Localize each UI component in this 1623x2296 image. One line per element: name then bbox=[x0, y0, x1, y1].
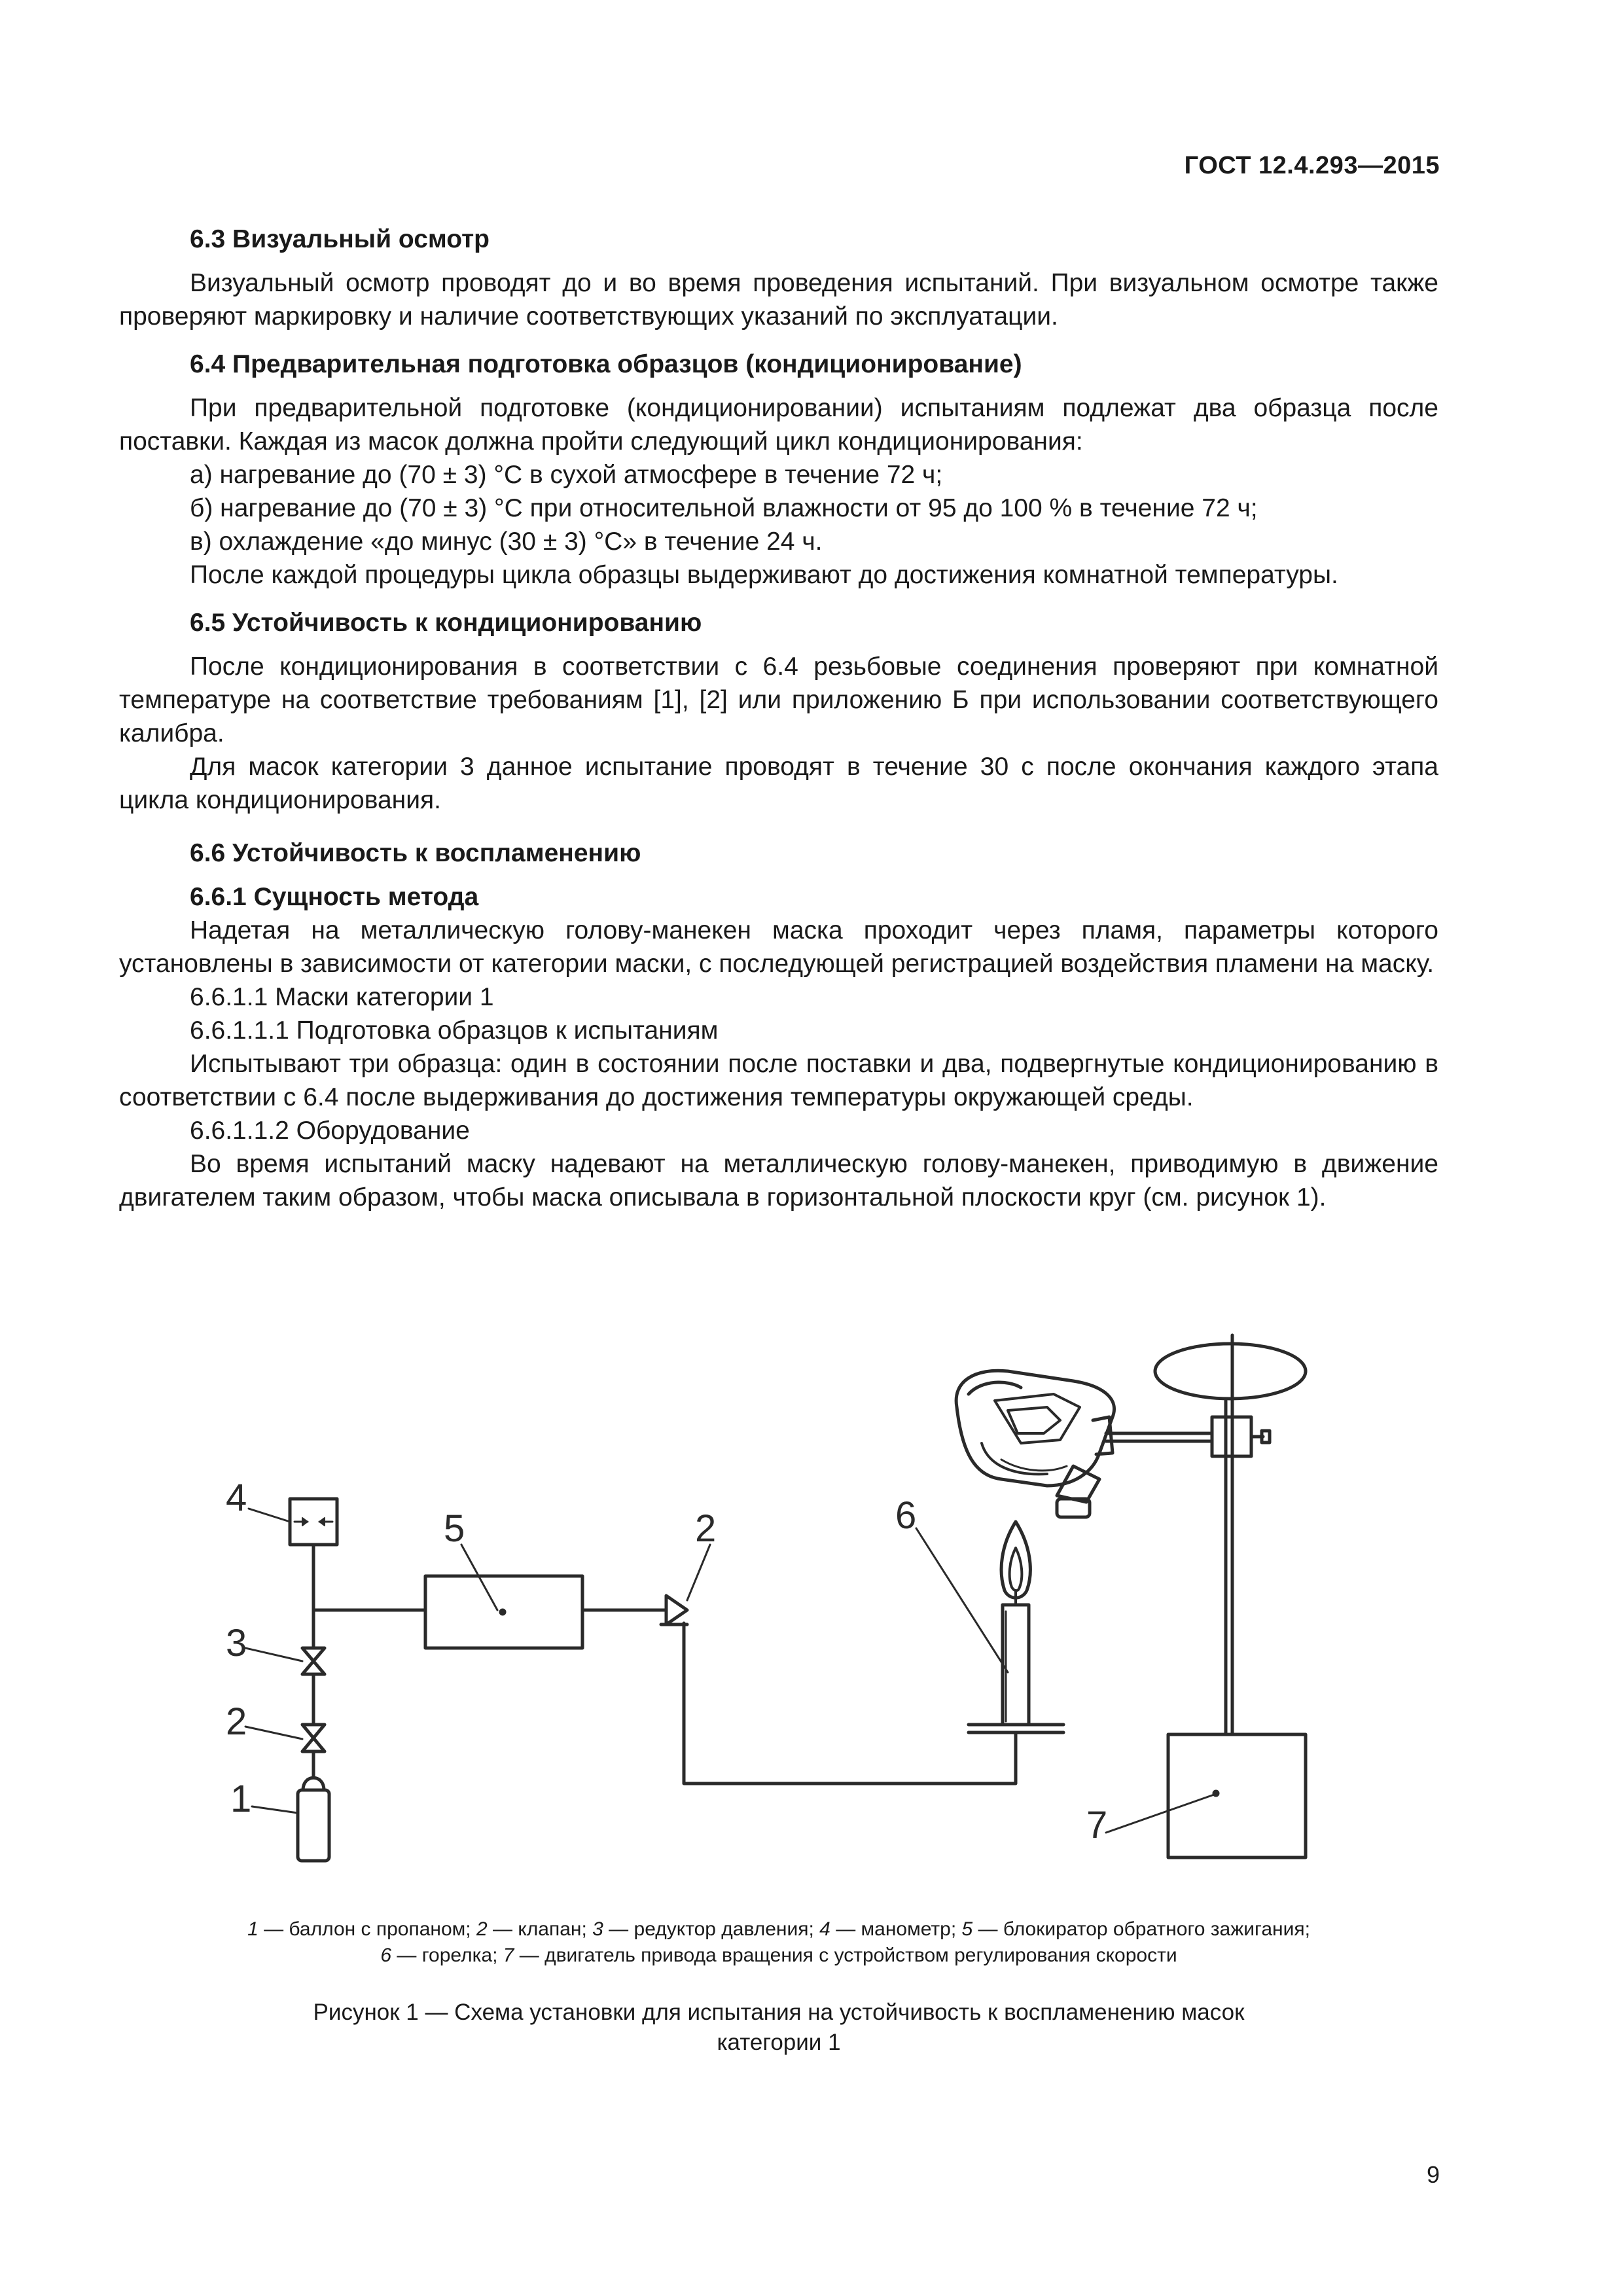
label-2-top: 2 bbox=[695, 1507, 717, 1550]
leader-6 bbox=[916, 1528, 1008, 1672]
flame bbox=[1001, 1522, 1030, 1598]
pipe-to-burner bbox=[684, 1623, 1016, 1784]
subsection-line: 6.6.1.1.2 Оборудование bbox=[190, 1117, 470, 1145]
legend-num: 5 bbox=[961, 1918, 973, 1940]
legend-text: — редуктор давления; bbox=[603, 1918, 820, 1940]
clamp-knob bbox=[1262, 1431, 1270, 1443]
legend-text: — горелка; bbox=[391, 1945, 503, 1966]
label-3: 3 bbox=[226, 1622, 247, 1664]
label-6: 6 bbox=[895, 1494, 917, 1537]
page-number: 9 bbox=[1426, 2161, 1440, 2188]
paragraph: При предварительной подготовке (кондиционировании) испытаниям подлежат два образца после поставки. Каждая из масок должна пройти следующий цикл кондиционирования: bbox=[119, 394, 1438, 456]
shutoff-valve bbox=[302, 1725, 325, 1751]
legend-text: — клапан; bbox=[487, 1918, 593, 1940]
list-item: б) нагревание до (70 ± 3) °С при относительной влажности от 95 до 100 % в течение 72 ч; bbox=[190, 494, 1258, 522]
figure-caption bbox=[119, 1998, 1438, 2058]
section-heading-6-4: 6.4 Предварительная подготовка образцов (кондиционирование) bbox=[190, 350, 1022, 378]
legend-num: 2 bbox=[476, 1918, 488, 1940]
leader-3 bbox=[245, 1648, 302, 1661]
legend-num: 1 bbox=[247, 1918, 259, 1940]
leader-2-top bbox=[687, 1545, 710, 1600]
legend-text: — блокиратор обратного зажигания; bbox=[972, 1918, 1310, 1940]
subsection-line: 6.6.1.1.1 Подготовка образцов к испытаниям bbox=[190, 1016, 719, 1045]
rotation-path-ellipse bbox=[1155, 1344, 1306, 1399]
list-item: в) охлаждение «до минус (30 ± 3) °С» в течение 24 ч. bbox=[190, 528, 823, 556]
subsection-line: 6.6.1.1 Маски категории 1 bbox=[190, 983, 494, 1011]
legend-line-2 bbox=[119, 1943, 1438, 1969]
leader-7 bbox=[1106, 1795, 1214, 1833]
leader-2-left bbox=[245, 1727, 302, 1739]
legend-line-1 bbox=[119, 1916, 1438, 1943]
legend-num: 7 bbox=[503, 1945, 514, 1966]
label-2-left: 2 bbox=[226, 1700, 247, 1743]
paragraph: Визуальный осмотр проводят до и во время проведения испытаний. При визуальном осмотре также проверяют маркировку и наличие соответствующих указаний по эксплуатации. bbox=[119, 269, 1438, 331]
section-heading-6-3: 6.3 Визуальный осмотр bbox=[190, 225, 490, 253]
section-heading-6-5: 6.5 Устойчивость к кондиционированию bbox=[190, 609, 702, 637]
legend-text: — манометр; bbox=[830, 1918, 962, 1940]
label-4: 4 bbox=[226, 1477, 247, 1519]
figure-legend bbox=[119, 1916, 1438, 1969]
burner bbox=[969, 1590, 1063, 1738]
legend-text: — двигатель привода вращения с устройством регулирования скорости bbox=[514, 1945, 1177, 1966]
paragraph: После каждой процедуры цикла образцы выдерживают до достижения комнатной температуры. bbox=[190, 561, 1338, 589]
leader-1 bbox=[252, 1806, 298, 1813]
legend-text: — баллон с пропаном; bbox=[258, 1918, 476, 1940]
label-7: 7 bbox=[1086, 1804, 1108, 1846]
propane-cylinder bbox=[298, 1767, 329, 1861]
legend-num: 4 bbox=[819, 1918, 830, 1940]
body-text bbox=[119, 223, 1438, 1214]
list-item: а) нагревание до (70 ± 3) °С в сухой атмосфере в течение 72 ч; bbox=[190, 461, 943, 489]
paragraph: Надетая на металлическую голову-манекен маска проходит через пламя, параметры которого установлены в зависимости от категории маски, с последующей регистрацией воздействия пламени на маску. bbox=[119, 916, 1438, 978]
section-heading-6-6-1: 6.6.1 Сущность метода bbox=[190, 883, 479, 911]
paragraph: После кондиционирования в соответствии с 6.4 резьбовые соединения проверяют при комнатной температуре на соответствие требованиям [1], [2] или приложению Б при использовании соответствующего калибра. bbox=[119, 653, 1438, 747]
paragraph: Испытывают три образца: один в состоянии после поставки и два, подвергнутые кондиционированию в соответствии с 6.4 после выдерживания до достижения температуры окружающей среды. bbox=[119, 1050, 1438, 1111]
document-code: ГОСТ 12.4.293—2015 bbox=[1184, 152, 1440, 179]
mannequin-head-with-mask bbox=[956, 1371, 1114, 1517]
caption-line-1: Рисунок 1 — Схема установки для испытания на устойчивость к воспламенению масок bbox=[313, 2000, 1245, 2025]
angle-valve bbox=[666, 1596, 687, 1624]
pressure-reducer-valve bbox=[302, 1648, 325, 1674]
section-heading-6-6: 6.6 Устойчивость к воспламенению bbox=[190, 839, 641, 867]
figure-1-diagram bbox=[0, 1302, 1623, 1957]
rotation-drive-motor bbox=[1168, 1734, 1306, 1857]
legend-num: 6 bbox=[380, 1945, 392, 1966]
label-5: 5 bbox=[444, 1507, 465, 1550]
leader-4 bbox=[249, 1509, 290, 1522]
paragraph: Во время испытаний маску надевают на металлическую голову-манекен, приводимую в движение двигателем таким образом, чтобы маска описывала в горизонтальной плоскости круг (см. рисунок 1). bbox=[119, 1150, 1438, 1211]
legend-num: 3 bbox=[592, 1918, 603, 1940]
caption-line-2: категории 1 bbox=[717, 2030, 841, 2055]
label-1: 1 bbox=[230, 1778, 252, 1820]
paragraph: Для масок категории 3 данное испытание проводят в течение 30 с после окончания каждого этапа цикла кондиционирования. bbox=[119, 753, 1438, 814]
